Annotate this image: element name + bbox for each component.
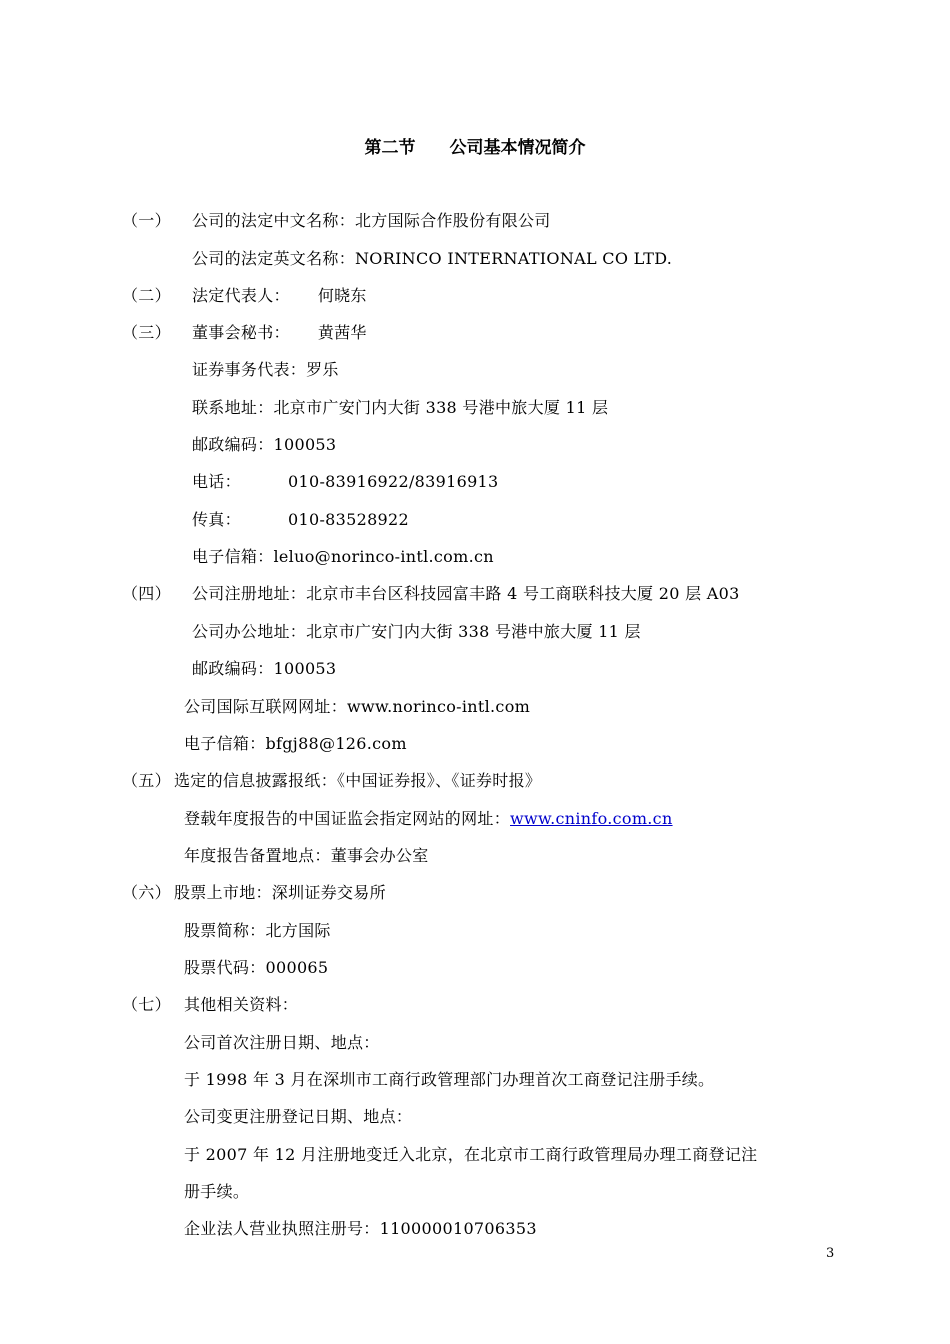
- stock-code: 股票代码：000065: [184, 958, 329, 977]
- page-number: 3: [826, 1246, 835, 1261]
- phone-value: 010-83916922/83916913: [288, 472, 499, 491]
- item-4-row: [0, 583, 740, 605]
- item-7-row: [0, 994, 298, 1016]
- change-registration-line2: 册手续。: [184, 1182, 250, 1201]
- item-6-row: [0, 882, 386, 904]
- item-number: （五）: [122, 771, 171, 790]
- cn-name: 公司的法定中文名称：北方国际合作股份有限公司: [192, 211, 551, 230]
- fax-label: 传真：: [192, 510, 241, 529]
- section-title: [0, 133, 950, 158]
- csrc-site-row: [184, 808, 673, 830]
- item-2-row: [0, 285, 367, 307]
- first-registration: 于 1998 年 3 月在深圳市工商行政管理部门办理首次工商登记注册手续。: [184, 1070, 715, 1089]
- item-3-row: [0, 322, 367, 344]
- stock-exchange: 股票上市地：深圳证券交易所: [174, 883, 386, 902]
- newspaper: 选定的信息披露报纸：《中国证券报》、《证券时报》: [174, 771, 542, 790]
- en-name: 公司的法定英文名称：NORINCO INTERNATIONAL CO LTD.: [192, 249, 673, 268]
- office-address: 公司办公地址：北京市广安门内大街 338 号港中旅大厦 11 层: [192, 622, 641, 641]
- website: 公司国际互联网网址：www.norinco-intl.com: [184, 697, 531, 716]
- secretary-label: 董事会秘书：: [192, 323, 290, 342]
- item-number: （三）: [122, 323, 171, 342]
- item-1-row: [0, 210, 551, 232]
- change-registration-line1: 于 2007 年 12 月注册地变迁入北京，在北京市工商行政管理局办理工商登记注: [184, 1145, 758, 1164]
- rep-value: 何晓东: [317, 286, 367, 305]
- item-number: （一）: [122, 211, 171, 230]
- report-place: 年度报告备置地点：董事会办公室: [184, 846, 429, 865]
- phone-row: [192, 471, 499, 493]
- phone-label: 电话：: [192, 472, 241, 491]
- section-heading: 公司基本情况简介: [449, 138, 586, 158]
- item-5-row: [0, 770, 541, 792]
- securities-rep: 证券事务代表：罗乐: [192, 360, 339, 379]
- change-registration-label: 公司变更注册登记日期、地点：: [184, 1107, 413, 1126]
- fax-row: [192, 509, 409, 531]
- contact-address: 联系地址：北京市广安门内大街 338 号港中旅大厦 11 层: [192, 398, 609, 417]
- zip-code: 邮政编码：100053: [192, 435, 337, 454]
- rep-label: 法定代表人：: [192, 286, 290, 305]
- registered-address: 公司注册地址：北京市丰台区科技园富丰路 4 号工商联科技大厦 20 层 A03: [192, 584, 740, 603]
- zip-code-2: 邮政编码：100053: [192, 659, 337, 678]
- item-number: （四）: [122, 584, 171, 603]
- item-number: （六）: [122, 883, 171, 902]
- other-info: 其他相关资料：: [184, 995, 299, 1014]
- item-number: （二）: [122, 286, 171, 305]
- csrc-site-link[interactable]: www.cninfo.com.cn: [510, 809, 673, 828]
- first-registration-label: 公司首次注册日期、地点：: [184, 1033, 380, 1052]
- csrc-site-label: 登载年度报告的中国证监会指定网站的网址：: [184, 809, 511, 828]
- email: 电子信箱：leluo@norinco-intl.com.cn: [192, 547, 494, 566]
- fax-value: 010-83528922: [288, 510, 409, 529]
- email-2: 电子信箱：bfgj88@126.com: [184, 734, 407, 753]
- stock-name: 股票简称：北方国际: [184, 921, 331, 940]
- secretary-value: 黄茜华: [317, 323, 367, 342]
- item-number: （七）: [122, 995, 171, 1014]
- section-number: 第二节: [364, 138, 416, 158]
- business-license: 企业法人营业执照注册号：110000010706353: [184, 1219, 537, 1238]
